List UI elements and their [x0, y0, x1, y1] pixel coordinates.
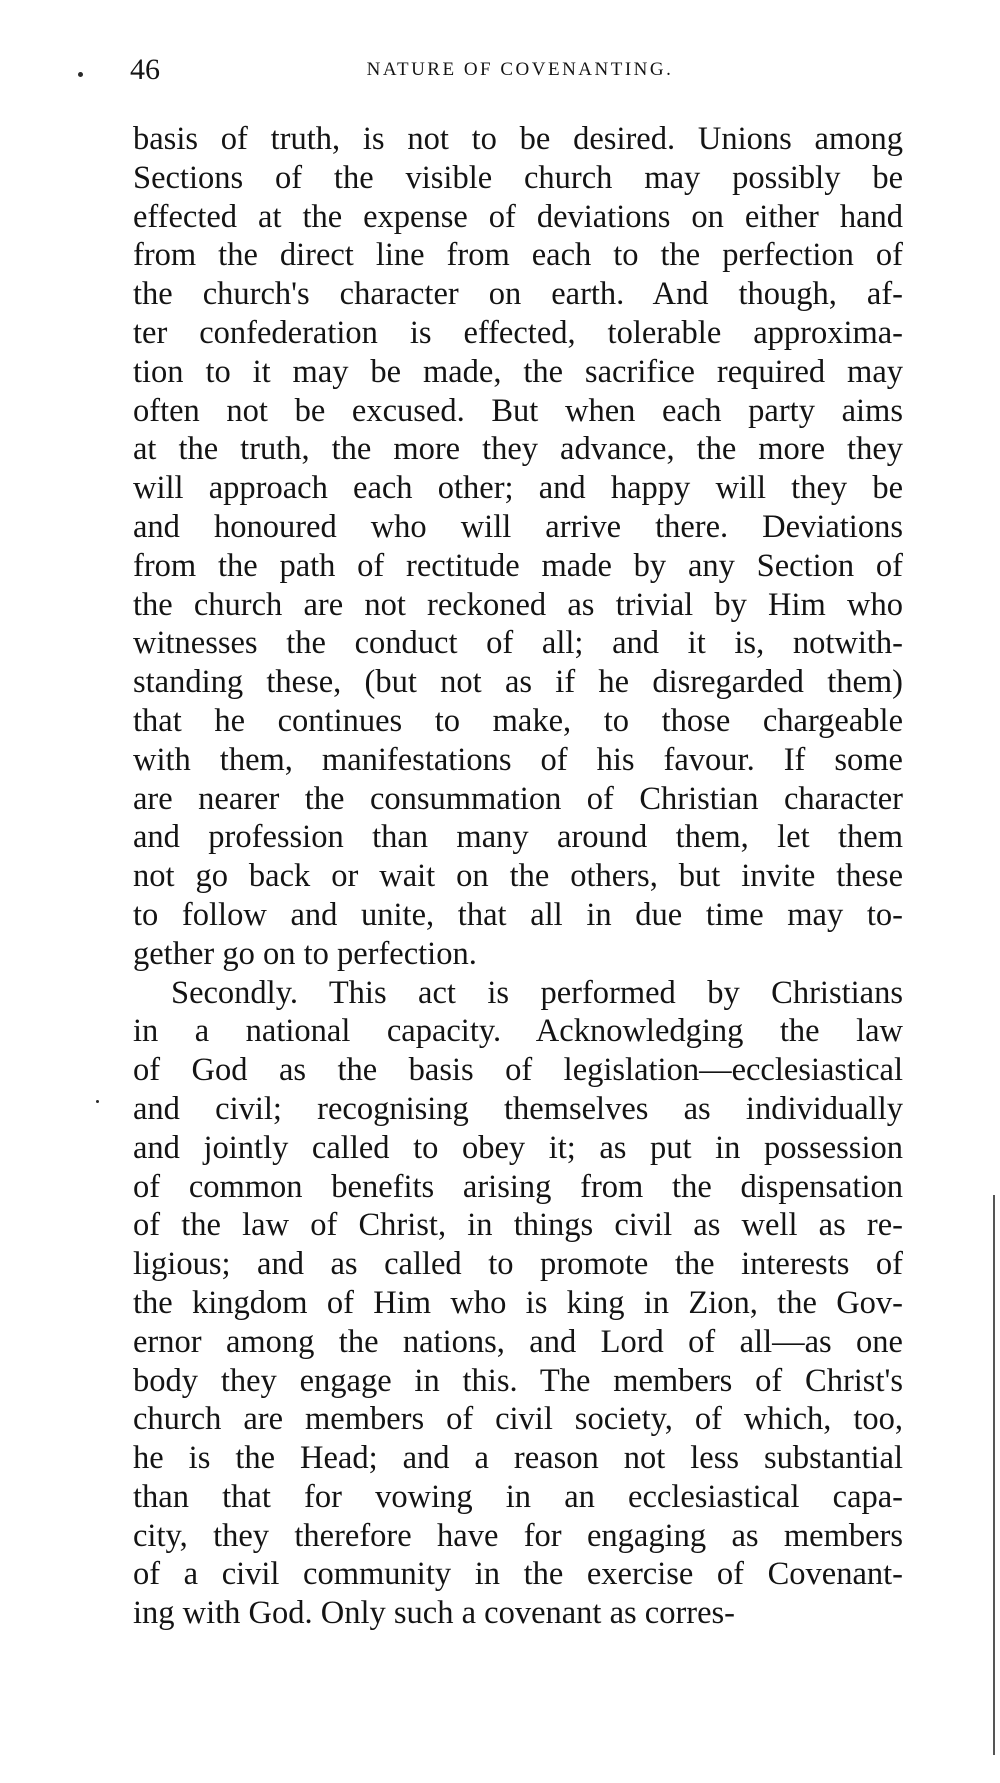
text-line: effected at the expense of deviations on either hand — [133, 198, 903, 235]
text-line: that he continues to make, to those chargeable — [133, 702, 903, 739]
text-line: Sections of the visible church may possibly be — [133, 159, 903, 196]
text-line: he is the Head; and a reason not less substantial — [133, 1440, 903, 1477]
text-line: standing these, (but not as if he disregarded them) — [133, 664, 903, 701]
text-line: city, they therefore have for engaging as members — [133, 1517, 903, 1554]
text-line: are nearer the consummation of Christian character — [133, 780, 903, 817]
body-text — [133, 120, 903, 1633]
margin-rule — [993, 1195, 995, 1755]
text-line: in a national capacity. Acknowledging the law — [133, 1013, 903, 1050]
text-line: the church's character on earth. And though, af- — [133, 276, 903, 313]
text-line: ing with God. Only such a covenant as corres- — [133, 1595, 735, 1632]
text-line: not go back or wait on the others, but invite these — [133, 858, 903, 895]
text-line: the church are not reckoned as trivial by Him who — [133, 586, 903, 623]
page-number: 46 — [130, 53, 160, 86]
text-line: than that for vowing in an ecclesiastical capa- — [133, 1478, 903, 1515]
text-line: often not be excused. But when each party aims — [133, 392, 903, 429]
text-line: from the path of rectitude made by any Section of — [133, 547, 903, 584]
text-line: ernor among the nations, and Lord of all—as one — [133, 1323, 903, 1360]
paragraph-1 — [133, 120, 903, 974]
text-line: and honoured who will arrive there. Deviations — [133, 508, 903, 545]
text-line: with them, manifestations of his favour. If some — [133, 741, 903, 778]
text-line: witnesses the conduct of all; and it is, notwith- — [133, 625, 903, 662]
text-line: to follow and unite, that all in due time may to- — [133, 896, 903, 933]
text-line: Secondly. This act is performed by Christians — [171, 974, 903, 1011]
text-line: ter confederation is effected, tolerable approxima- — [133, 314, 903, 351]
text-line: of common benefits arising from the dispensation — [133, 1168, 903, 1205]
text-line: basis of truth, is not to be desired. Unions among — [133, 121, 903, 157]
text-line: at the truth, the more they advance, the more they — [133, 431, 903, 468]
text-line: ligious; and as called to promote the interests of — [133, 1246, 903, 1283]
stray-mark — [96, 1100, 99, 1103]
text-line: and civil; recognising themselves as individually — [133, 1090, 903, 1127]
text-line: of the law of Christ, in things civil as well as re- — [133, 1207, 903, 1244]
text-line: from the direct line from each to the perfection of — [133, 237, 903, 274]
paragraph-2 — [133, 974, 903, 1634]
text-line: of a civil community in the exercise of Covenant- — [133, 1556, 903, 1593]
text-line: church are members of civil society, of which, too, — [133, 1401, 903, 1438]
running-head — [130, 50, 910, 90]
stray-mark — [78, 72, 83, 77]
text-line: gether go on to perfection. — [133, 935, 477, 972]
text-line: will approach each other; and happy will they be — [133, 470, 903, 507]
text-line: of God as the basis of legislation—ecclesiastical — [133, 1052, 903, 1089]
text-line: the kingdom of Him who is king in Zion, the Gov- — [133, 1284, 903, 1321]
text-line: and jointly called to obey it; as put in possession — [133, 1129, 903, 1166]
text-line: body they engage in this. The members of Christ's — [133, 1362, 903, 1399]
text-line: and profession than many around them, let them — [133, 819, 903, 856]
text-line: tion to it may be made, the sacrifice required may — [133, 353, 903, 390]
running-title: NATURE OF COVENANTING. — [366, 59, 674, 80]
